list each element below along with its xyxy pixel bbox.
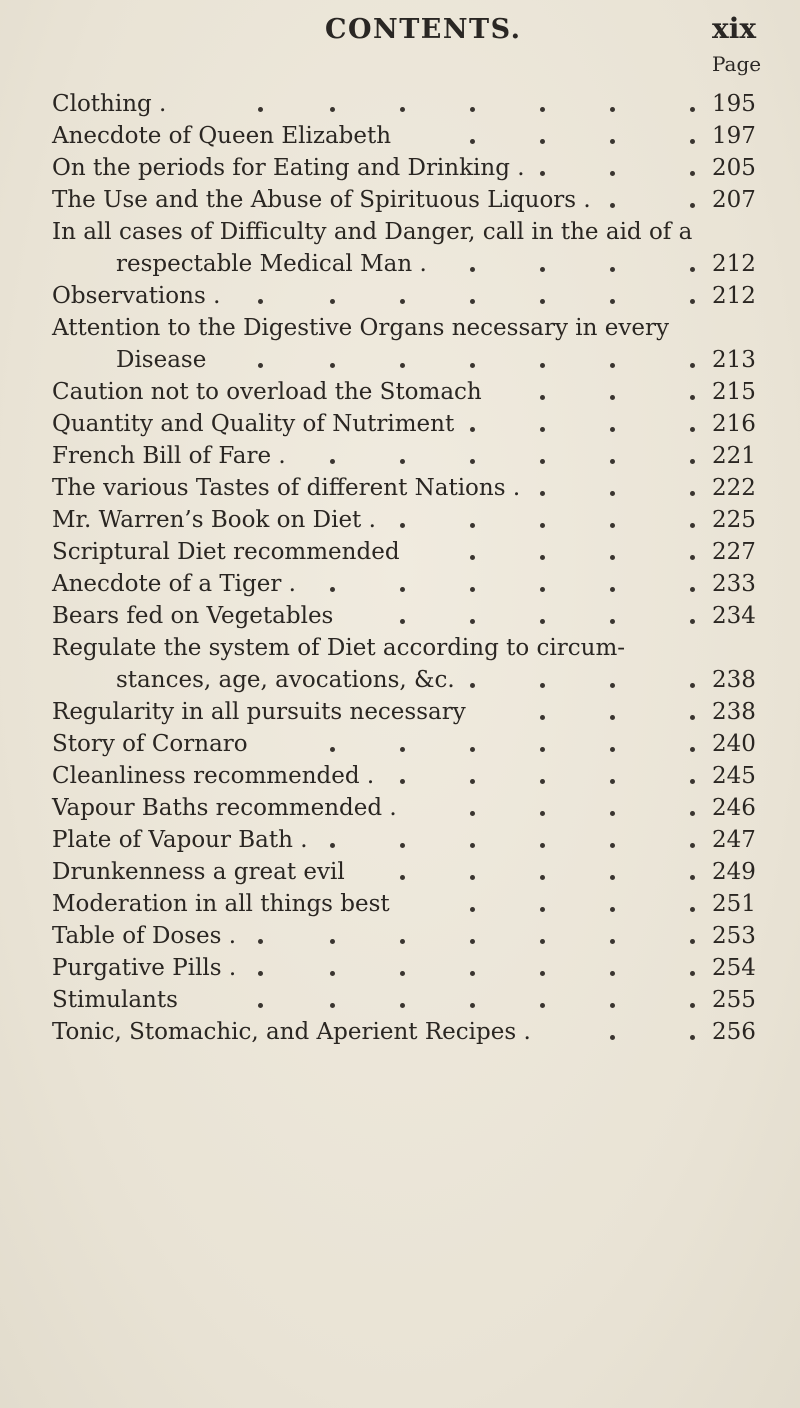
leader-dot	[610, 171, 615, 176]
leader-dot	[610, 619, 615, 624]
leader-dot	[470, 779, 475, 784]
leader-dot	[610, 747, 615, 752]
toc-entry	[0, 184, 800, 216]
toc-entry-title: Table of Doses .	[52, 923, 237, 949]
leader-dot	[690, 459, 695, 464]
leader-dot	[540, 907, 545, 912]
leader-dot	[690, 587, 695, 592]
toc-entry-page: 212	[712, 251, 756, 277]
toc-entry-title: Tonic, Stomachic, and Aperient Recipes .	[52, 1019, 531, 1045]
toc-entry-page: 213	[712, 347, 756, 373]
leader-dot	[540, 395, 545, 400]
leader-dot	[470, 1003, 475, 1008]
toc-entry-title: Anecdote of a Tiger .	[52, 571, 296, 597]
toc-entry-page: 197	[712, 123, 756, 149]
leader-dot	[610, 971, 615, 976]
toc-entry	[0, 536, 800, 568]
toc-entry-title: Vapour Baths recommended .	[52, 795, 397, 821]
leader-dot	[540, 171, 545, 176]
leader-dots	[0, 664, 700, 696]
leader-dot	[540, 811, 545, 816]
leader-dot	[610, 299, 615, 304]
toc-entry-page: 240	[712, 731, 756, 757]
leader-dots	[0, 792, 700, 824]
leader-dot	[330, 587, 335, 592]
leader-dot	[330, 747, 335, 752]
leader-dot	[400, 1003, 405, 1008]
leader-dot	[690, 1035, 695, 1040]
toc-entry-page: 215	[712, 379, 756, 405]
leader-dot	[610, 843, 615, 848]
leader-dot	[470, 587, 475, 592]
toc-entry-page: 238	[712, 699, 756, 725]
toc-entry-title: On the periods for Eating and Drinking .	[52, 155, 525, 181]
toc-entry-page: 249	[712, 859, 756, 885]
leader-dot	[400, 107, 405, 112]
leader-dot	[540, 683, 545, 688]
toc-entry-title: Bears fed on Vegetables	[52, 603, 334, 629]
toc-entry	[0, 920, 800, 952]
leader-dots	[0, 472, 700, 504]
leader-dot	[258, 299, 263, 304]
leader-dot	[690, 491, 695, 496]
toc-entry-title: Attention to the Digestive Organs necessary in every	[52, 315, 669, 341]
leader-dots	[0, 920, 700, 952]
toc-entry-page: 255	[712, 987, 756, 1013]
toc-entry-title: French Bill of Fare .	[52, 443, 286, 469]
leader-dots	[0, 120, 700, 152]
leader-dot	[470, 363, 475, 368]
toc-entry-title: Drunkenness a great evil	[52, 859, 345, 885]
toc-entry-page: 212	[712, 283, 756, 309]
leader-dot	[400, 843, 405, 848]
leader-dots	[0, 152, 700, 184]
leader-dot	[400, 779, 405, 784]
leader-dot	[690, 1003, 695, 1008]
leader-dot	[330, 1003, 335, 1008]
toc-entry	[0, 664, 800, 696]
leader-dot	[540, 619, 545, 624]
leader-dots	[0, 824, 700, 856]
leader-dot	[610, 363, 615, 368]
leader-dots	[0, 184, 700, 216]
leader-dot	[610, 427, 615, 432]
leader-dot	[540, 555, 545, 560]
leader-dot	[470, 907, 475, 912]
page-title: CONTENTS.	[325, 14, 522, 45]
toc-entry-title: Moderation in all things best	[52, 891, 390, 917]
toc-entry-title: Disease	[116, 347, 207, 373]
toc-entry-title: The various Tastes of different Nations .	[52, 475, 521, 501]
leader-dot	[610, 107, 615, 112]
leader-dot	[330, 939, 335, 944]
leader-dot	[470, 107, 475, 112]
toc-entry-page: 195	[712, 91, 756, 117]
toc-entry-title: Anecdote of Queen Elizabeth	[52, 123, 392, 149]
leader-dot	[690, 107, 695, 112]
toc-entry-page: 221	[712, 443, 756, 469]
toc-entry	[0, 216, 800, 248]
toc-entry-page: 238	[712, 667, 756, 693]
leader-dot	[540, 939, 545, 944]
leader-dot	[540, 267, 545, 272]
leader-dot	[610, 683, 615, 688]
toc-entry-title: respectable Medical Man .	[116, 251, 427, 277]
leader-dots	[0, 728, 700, 760]
leader-dots	[0, 696, 700, 728]
leader-dot	[690, 299, 695, 304]
toc-entry-title: Purgative Pills .	[52, 955, 237, 981]
leader-dots	[0, 376, 700, 408]
leader-dot	[690, 171, 695, 176]
leader-dot	[258, 363, 263, 368]
toc-entry-title: Quantity and Quality of Nutriment	[52, 411, 455, 437]
toc-entry	[0, 600, 800, 632]
leader-dots	[0, 504, 700, 536]
toc-entry-page: 247	[712, 827, 756, 853]
leader-dot	[690, 427, 695, 432]
leader-dot	[330, 459, 335, 464]
toc-entry-title: The Use and the Abuse of Spirituous Liquors .	[52, 187, 591, 213]
toc-entry-page: 246	[712, 795, 756, 821]
leader-dot	[470, 555, 475, 560]
leader-dot	[258, 939, 263, 944]
toc-entry	[0, 120, 800, 152]
leader-dot	[690, 939, 695, 944]
leader-dot	[540, 523, 545, 528]
leader-dot	[610, 395, 615, 400]
leader-dot	[690, 875, 695, 880]
leader-dot	[330, 299, 335, 304]
toc-entry-page: 256	[712, 1019, 756, 1045]
leader-dot	[400, 875, 405, 880]
leader-dot	[690, 747, 695, 752]
leader-dot	[540, 715, 545, 720]
toc-entry-title: Cleanliness recommended .	[52, 763, 375, 789]
leader-dots	[0, 952, 700, 984]
leader-dot	[690, 907, 695, 912]
toc-entry	[0, 952, 800, 984]
toc-entry	[0, 344, 800, 376]
leader-dot	[470, 523, 475, 528]
toc-entry	[0, 696, 800, 728]
leader-dot	[610, 587, 615, 592]
toc-entry	[0, 312, 800, 344]
leader-dot	[330, 363, 335, 368]
toc-entry-title: Scriptural Diet recommended	[52, 539, 400, 565]
leader-dots	[0, 568, 700, 600]
leader-dot	[610, 203, 615, 208]
leader-dot	[540, 139, 545, 144]
leader-dot	[540, 1003, 545, 1008]
leader-dot	[470, 971, 475, 976]
leader-dot	[540, 843, 545, 848]
leader-dot	[400, 459, 405, 464]
page-number-roman: xix	[712, 12, 757, 45]
toc-entry	[0, 984, 800, 1016]
leader-dots	[0, 760, 700, 792]
leader-dot	[258, 971, 263, 976]
leader-dot	[690, 267, 695, 272]
leader-dot	[470, 683, 475, 688]
leader-dots	[0, 280, 700, 312]
leader-dot	[330, 843, 335, 848]
toc-entry-page: 253	[712, 923, 756, 949]
leader-dot	[470, 139, 475, 144]
toc-entry-title: Mr. Warren’s Book on Diet .	[52, 507, 376, 533]
leader-dot	[470, 427, 475, 432]
leader-dot	[470, 843, 475, 848]
leader-dot	[540, 875, 545, 880]
leader-dots	[0, 856, 700, 888]
leader-dot	[540, 363, 545, 368]
toc-entry	[0, 440, 800, 472]
toc-entry	[0, 568, 800, 600]
leader-dot	[258, 107, 263, 112]
toc-entry	[0, 376, 800, 408]
leader-dot	[540, 299, 545, 304]
leader-dots	[0, 1016, 700, 1048]
leader-dot	[610, 875, 615, 880]
contents-list	[0, 88, 800, 1048]
leader-dot	[690, 619, 695, 624]
toc-entry	[0, 152, 800, 184]
leader-dots	[0, 536, 700, 568]
leader-dot	[690, 555, 695, 560]
toc-entry-title: stances, age, avocations, &c.	[116, 667, 455, 693]
toc-entry-title: Stimulants	[52, 987, 178, 1013]
toc-entry-title: Caution not to overload the Stomach	[52, 379, 482, 405]
leader-dot	[400, 299, 405, 304]
leader-dots	[0, 440, 700, 472]
leader-dot	[610, 523, 615, 528]
toc-entry	[0, 472, 800, 504]
leader-dot	[258, 1003, 263, 1008]
leader-dots	[0, 408, 700, 440]
toc-entry	[0, 792, 800, 824]
leader-dot	[400, 587, 405, 592]
toc-entry	[0, 408, 800, 440]
leader-dot	[470, 747, 475, 752]
leader-dot	[690, 395, 695, 400]
toc-entry-page: 222	[712, 475, 756, 501]
leader-dot	[330, 107, 335, 112]
leader-dot	[470, 939, 475, 944]
leader-dot	[540, 587, 545, 592]
leader-dot	[400, 523, 405, 528]
toc-entry-title: Story of Cornaro	[52, 731, 248, 757]
toc-entry-title: Plate of Vapour Bath .	[52, 827, 308, 853]
leader-dot	[540, 747, 545, 752]
toc-entry-title: Regulate the system of Diet according to circum-	[52, 635, 626, 661]
leader-dots	[0, 984, 700, 1016]
leader-dot	[610, 939, 615, 944]
toc-entry-page: 233	[712, 571, 756, 597]
leader-dot	[610, 555, 615, 560]
page-column-label: Page	[712, 52, 762, 76]
toc-entry	[0, 888, 800, 920]
leader-dot	[610, 459, 615, 464]
leader-dot	[470, 875, 475, 880]
leader-dot	[690, 139, 695, 144]
toc-entry	[0, 248, 800, 280]
leader-dot	[540, 779, 545, 784]
leader-dot	[610, 1003, 615, 1008]
leader-dot	[400, 363, 405, 368]
toc-entry-page: 216	[712, 411, 756, 437]
leader-dot	[540, 427, 545, 432]
leader-dot	[610, 267, 615, 272]
leader-dots	[0, 248, 700, 280]
leader-dot	[610, 779, 615, 784]
leader-dot	[690, 843, 695, 848]
toc-entry-page: 205	[712, 155, 756, 181]
leader-dots	[0, 888, 700, 920]
toc-entry	[0, 824, 800, 856]
leader-dot	[540, 971, 545, 976]
toc-entry	[0, 728, 800, 760]
toc-entry-title: Regularity in all pursuits necessary	[52, 699, 466, 725]
leader-dot	[610, 1035, 615, 1040]
leader-dot	[690, 779, 695, 784]
leader-dots	[0, 344, 700, 376]
leader-dot	[470, 811, 475, 816]
toc-entry	[0, 856, 800, 888]
leader-dot	[610, 715, 615, 720]
leader-dot	[400, 971, 405, 976]
leader-dot	[610, 139, 615, 144]
toc-entry	[0, 88, 800, 120]
leader-dot	[470, 459, 475, 464]
leader-dot	[540, 491, 545, 496]
leader-dot	[690, 363, 695, 368]
leader-dot	[690, 971, 695, 976]
toc-entry	[0, 760, 800, 792]
toc-entry-page: 254	[712, 955, 756, 981]
leader-dot	[690, 523, 695, 528]
leader-dot	[540, 459, 545, 464]
leader-dot	[690, 203, 695, 208]
toc-entry	[0, 1016, 800, 1048]
leader-dot	[610, 907, 615, 912]
leader-dot	[690, 715, 695, 720]
leader-dot	[610, 491, 615, 496]
leader-dot	[470, 267, 475, 272]
leader-dots	[0, 88, 700, 120]
toc-entry-title: Observations .	[52, 283, 221, 309]
leader-dot	[540, 107, 545, 112]
leader-dot	[330, 971, 335, 976]
toc-entry-title: In all cases of Difficulty and Danger, call in the aid of a	[52, 219, 693, 245]
leader-dot	[470, 619, 475, 624]
toc-entry-page: 251	[712, 891, 756, 917]
leader-dot	[470, 299, 475, 304]
toc-entry-page: 245	[712, 763, 756, 789]
leader-dots	[0, 600, 700, 632]
leader-dot	[400, 619, 405, 624]
leader-dot	[610, 811, 615, 816]
toc-entry-page: 225	[712, 507, 756, 533]
toc-entry-title: Clothing .	[52, 91, 167, 117]
toc-entry-page: 207	[712, 187, 756, 213]
toc-entry-page: 227	[712, 539, 756, 565]
toc-entry	[0, 280, 800, 312]
leader-dot	[690, 683, 695, 688]
leader-dot	[690, 811, 695, 816]
leader-dot	[400, 747, 405, 752]
toc-entry	[0, 632, 800, 664]
leader-dot	[400, 939, 405, 944]
toc-entry	[0, 504, 800, 536]
toc-entry-page: 234	[712, 603, 756, 629]
